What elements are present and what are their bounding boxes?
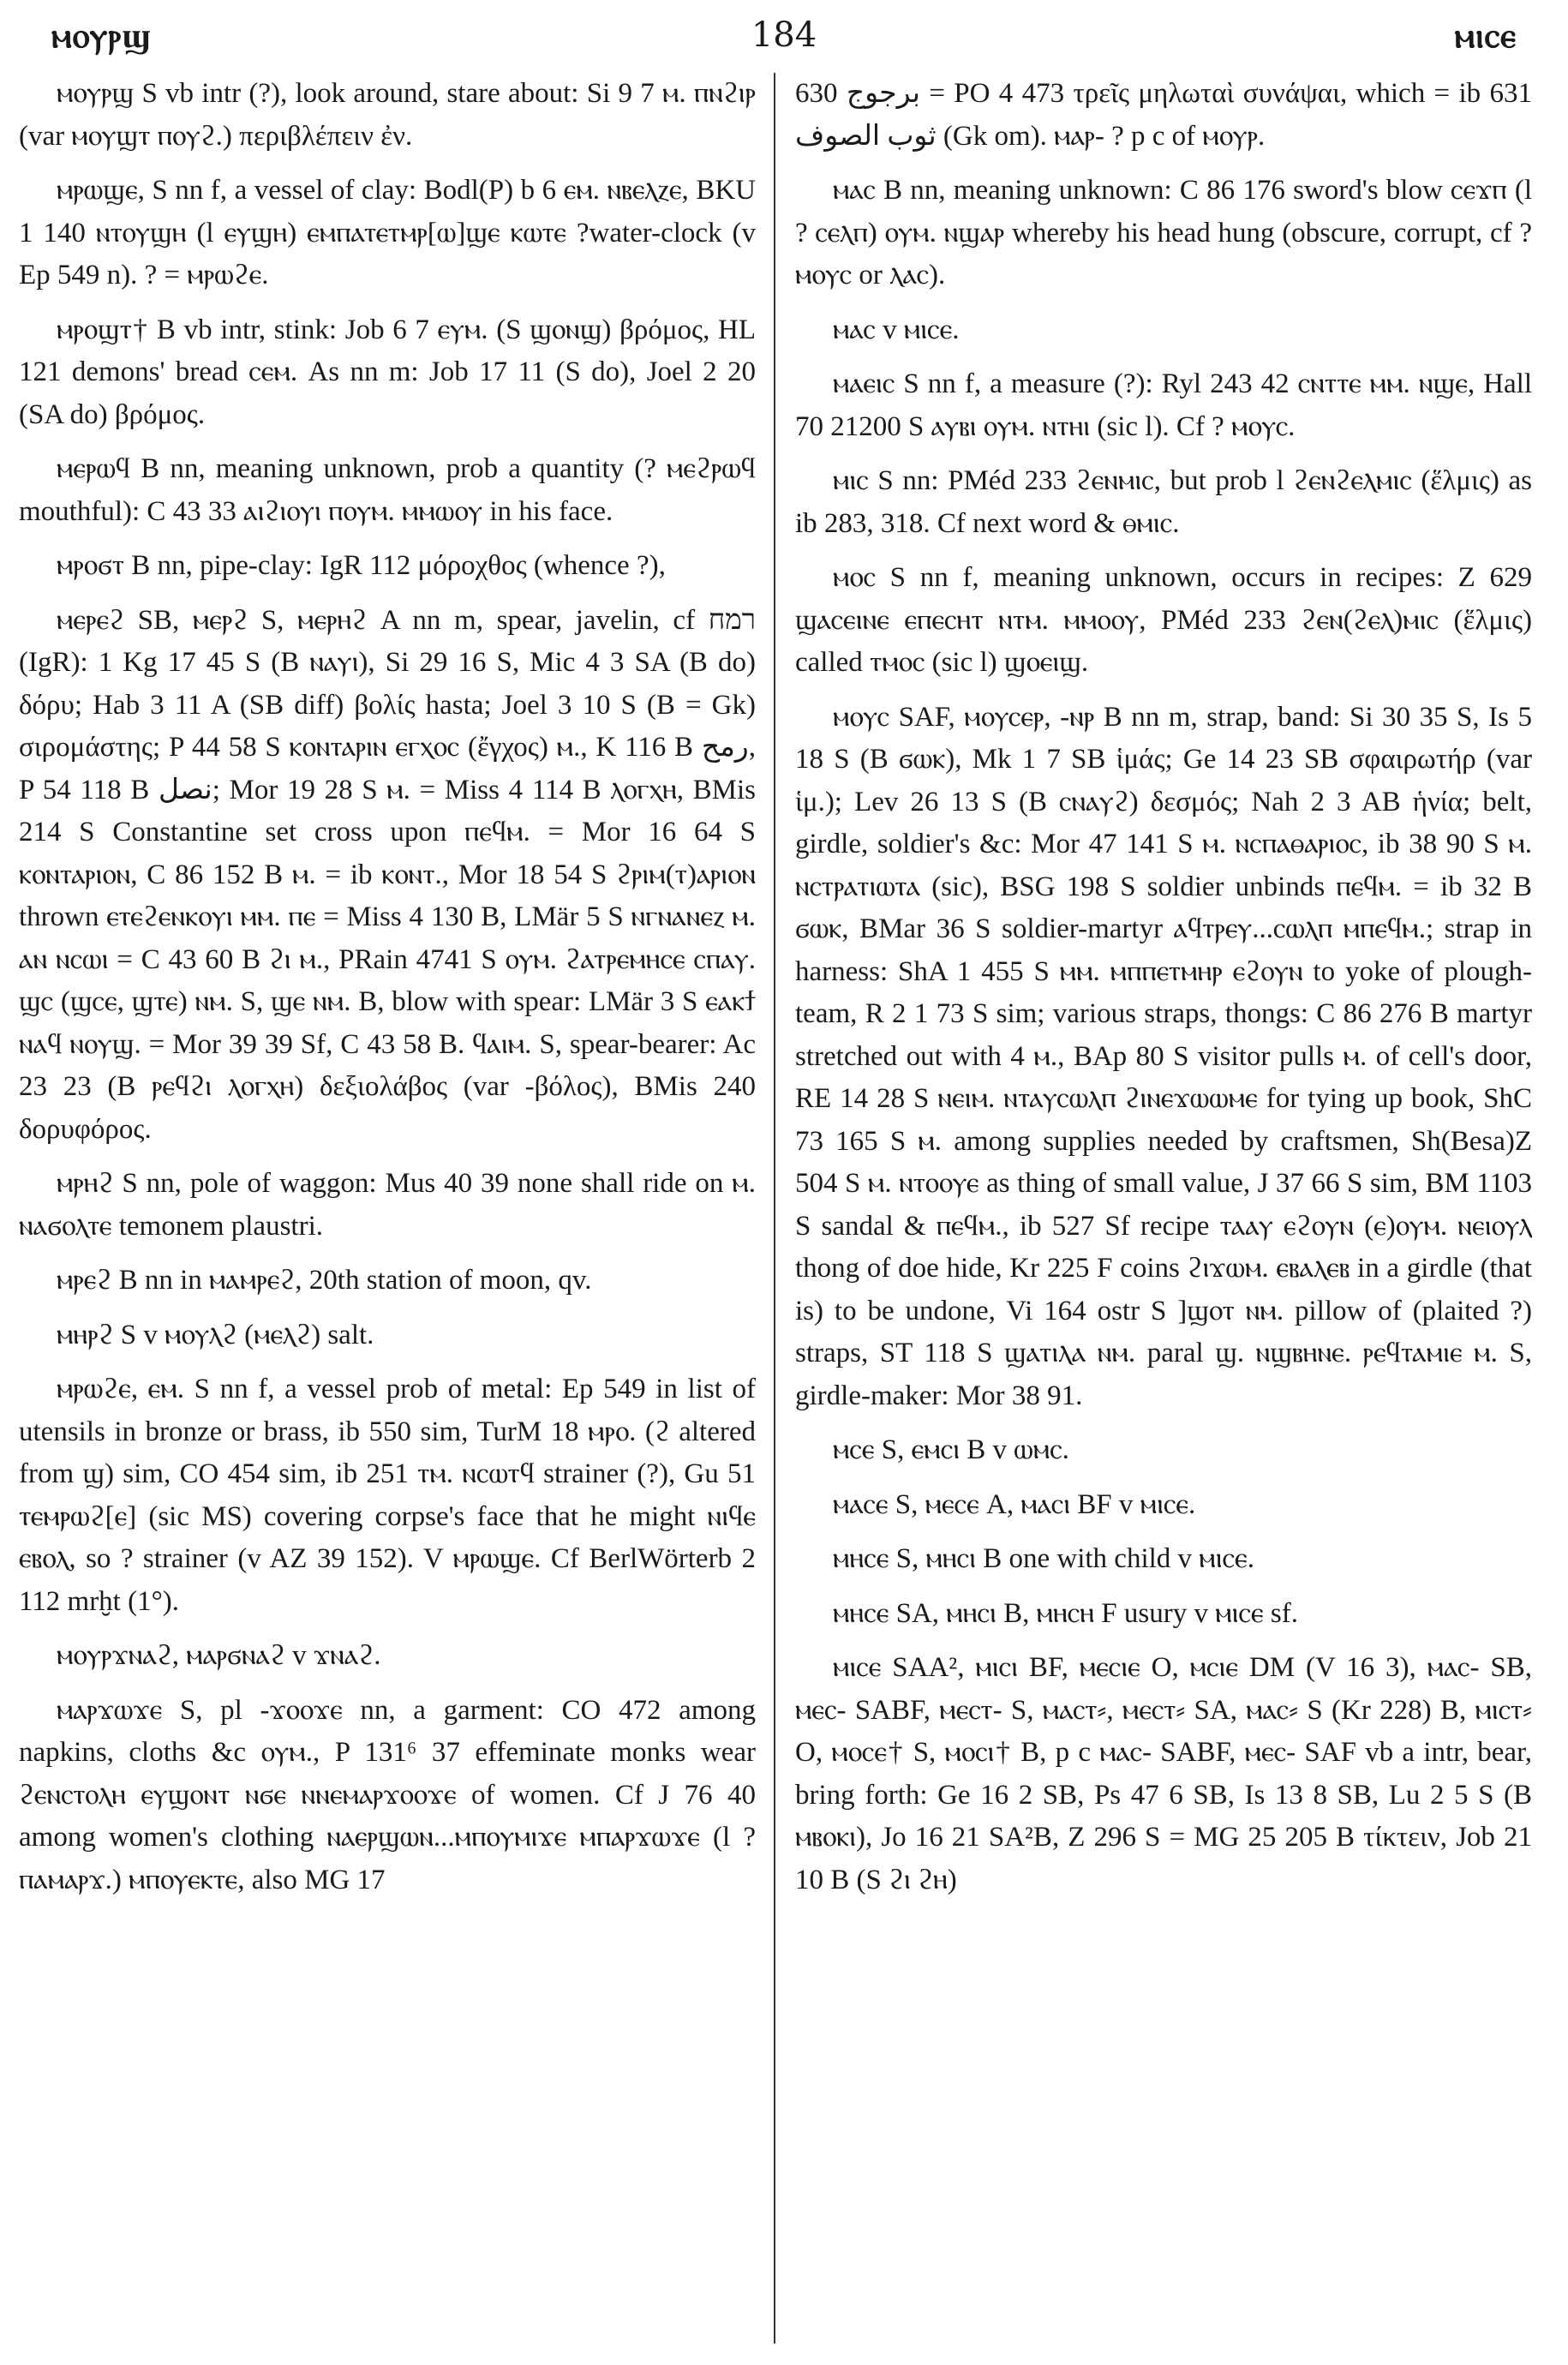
dictionary-entry: ⲙⲣⲟϭⲧ B nn, pipe-clay: IgR 112 μόροχθος (whence ?), <box>57 550 666 581</box>
dictionary-entry: ⲙⲣⲟϣⲧ† B vb intr, stink: Job 6 7 ⲉⲩⲙ. (S ϣⲟⲛϣ) βρόμος, HL 121 demons' bread ⲥⲉⲙ. As nn m: Job 17 11 (S do), Joel 2 20 (SA do) βρόμος. <box>19 314 756 430</box>
dictionary-entry: ⲙⲓⲥ S nn: PMéd 233 ϩⲉⲛⲙⲓⲥ, but prob l ϩⲉⲛϩⲉⲗⲙⲓⲥ (ἕλμις) as ib 283, 318. Cf next word & ⲑⲙⲓⲥ. <box>795 465 1532 539</box>
dictionary-entry: 630 برجوج = PO 4 473 τρεῖς μηλωταὶ συνάψαι, which = ib 631 ثوب الصوف (Gk om). ⲙⲁⲣ- ? p c of ⲙⲟⲩⲣ. <box>795 78 1532 152</box>
dictionary-entry: ⲙⲣⲱϩⲉ, ⲉⲙ. S nn f, a vessel prob of metal: Ep 549 in list of utensils in bronze or brass, ib 550 sim, TurM 18 ⲙⲣⲟ. (ϩ altered from ϣ) sim, CO 454 sim, ib 251 ⲧⲙ. ⲛⲥⲱⲧϥ strainer (?), Gu 51 ⲧⲉⲙⲣⲱϩ[ⲉ] (sic MS) covering corpse's face that he might ⲛⲓϥⲉ ⲉⲃⲟⲗ, so ? strainer (v AZ 39 152). V ⲙⲣⲱϣⲉ. Cf BerlWörterb 2 112 mrḫt (1°). <box>19 1374 756 1617</box>
dictionary-entry: ⲙⲁⲣϫⲱϫⲉ S, pl -ϫⲟⲟϫⲉ nn, a garment: CO 472 among napkins, cloths &c ⲟⲩⲙ., P 131⁶ 37 effeminate monks wear ϩⲉⲛⲥⲧⲟⲗⲏ ⲉⲩϣⲟⲛⲧ ⲛϭⲉ ⲛⲛⲉⲙⲁⲣϫⲟⲟϫⲉ of women. Cf J 76 40 among women's clothing ⲛⲁⲉⲣϣⲱⲛ...ⲙⲡⲟⲩⲙⲓϫⲉ ⲙⲡⲁⲣϫⲱϫⲉ (l ? ⲡⲁⲙⲁⲣϫ.) ⲙⲡⲟⲩⲉⲕⲧⲉ, also MG 17 <box>19 1694 756 1895</box>
dictionary-entry: ⲙⲏⲥⲉ SA, ⲙⲏⲥⲓ B, ⲙⲏⲥⲏ F usury v ⲙⲓⲥⲉ sf. <box>833 1597 1298 1629</box>
dictionary-entry: ⲙⲟⲩⲣϣ S vb intr (?), look around, stare about: Si 9 7 ⲙ. ⲡⲛϩⲓⲣ (var ⲙⲟⲩϣⲧ ⲡⲟⲩϩ.) περιβλέπειν ἐν. <box>19 78 756 152</box>
dictionary-entry: ⲙⲟⲩⲣϫⲛⲁϩ, ⲙⲁⲣϭⲛⲁϩ v ϫⲛⲁϩ. <box>57 1640 381 1671</box>
running-head-left: ⲙⲟⲩⲣϣ <box>51 15 152 56</box>
dictionary-entry: ⲙⲟⲥ S nn f, meaning unknown, occurs in recipes: Z 629 ϣⲁⲥⲉⲓⲛⲉ ⲉⲡⲉⲥⲏⲧ ⲛⲧⲙ. ⲙⲙⲟⲟⲩ, PMéd 233 ϩⲉⲛ(ϩⲉⲗ)ⲙⲓⲥ (ἕλμις) called ⲧⲙⲟⲥ (sic l) ϣⲟⲉⲓϣ. <box>795 562 1532 678</box>
dictionary-entry: ⲙⲥⲉ S, ⲉⲙⲥⲓ B v ⲱⲙⲥ. <box>833 1434 1069 1465</box>
dictionary-entry: ⲙⲏⲣϩ S v ⲙⲟⲩⲗϩ (ⲙⲉⲗϩ) salt. <box>57 1319 374 1350</box>
dictionary-entry: ⲙⲣⲉϩ B nn in ⲙⲁⲙⲣⲉϩ, 20th station of moon, qv. <box>57 1265 592 1296</box>
running-head-right: ⲙⲓⲥⲉ <box>1454 15 1517 56</box>
dictionary-entry: ⲙⲏⲥⲉ S, ⲙⲏⲥⲓ B one with child v ⲙⲓⲥⲉ. <box>833 1543 1254 1574</box>
dictionary-entry: ⲙⲉⲣⲱϥ B nn, meaning unknown, prob a quantity (? ⲙⲉϩⲣⲱϥ mouthful): C 43 33 ⲁⲓϩⲓⲟⲩⲓ ⲡⲟⲩⲙ. ⲙⲙⲱⲟⲩ in his face. <box>19 453 756 527</box>
left-column <box>19 73 756 2344</box>
dictionary-entry: ⲙⲁⲉⲓⲥ S nn f, a measure (?): Ryl 243 42 ⲥⲛⲧⲧⲉ ⲙⲙ. ⲛϣⲉ, Hall 70 21200 S ⲁⲩⲃⲓ ⲟⲩⲙ. ⲛⲧⲏⲓ (sic l). Cf ? ⲙⲟⲩⲥ. <box>795 368 1532 442</box>
dictionary-entry: ⲙⲁⲥ B nn, meaning unknown: C 86 176 sword's blow ⲥⲉϫⲡ (l ? ⲥⲉⲗⲡ) ⲟⲩⲙ. ⲛϣⲁⲣ whereby his head hung (obscure, corrupt, cf ? ⲙⲟⲩⲥ or ⲗⲁⲥ). <box>795 175 1532 290</box>
right-column <box>795 73 1532 2344</box>
dictionary-entry: ⲙⲉⲣⲉϩ SB, ⲙⲉⲣϩ S, ⲙⲉⲣⲏϩ A nn m, spear, javelin, cf רמח (IgR): 1 Kg 17 45 S (B ⲛⲁⲩⲓ), Si 29 16 S, Mic 4 3 SA (B do) δόρυ; Hab 3 11 A (SB diff) βολίς hasta; Joel 3 10 S (B = Gk) σιρομάστης; P 44 58 S ⲕⲟⲛⲧⲁⲣⲓⲛ ⲉⲅⲭⲟⲥ (ἔγχος) ⲙ., K 116 B رمح, P 54 118 B نصل; Mor 19 28 S ⲙ. = Miss 4 114 B ⲗⲟⲅⲭⲏ, BMis 214 S Constantine set cross upon ⲡⲉϥⲙ. = Mor 16 64 S ⲕⲟⲛⲧⲁⲣⲓⲟⲛ, C 86 152 B ⲙ. = ib ⲕⲟⲛⲧ., Mor 18 54 S ϩⲣⲓⲙ(ⲧ)ⲁⲣⲓⲟⲛ thrown ⲉⲧⲉϩⲉⲛⲕⲟⲩⲓ ⲙⲙ. ⲡⲉ = Miss 4 130 B, LMär 5 S ⲛⲅⲛⲁⲛⲉⲍ ⲙ. ⲁⲛ ⲛⲥⲱⲓ = C 43 60 B ϩⲓ ⲙ., PRain 4741 S ⲟⲩⲙ. ϩⲁⲧⲣⲉⲙⲏⲥⲉ ⲥⲡⲁⲩ. ϣⲥ (ϣⲥⲉ, ϣⲧⲉ) ⲛⲙ. S, ϣⲉ ⲛⲙ. B, blow with spear: LMär 3 S ⲉⲁⲕϯ ⲛⲁϥ ⲛⲟⲩϣ. = Mor 39 39 Sf, C 43 58 B. ϥⲁⲓⲙ. S, spear-bearer: Ac 23 23 (B ⲣⲉϥϩⲓ ⲗⲟⲅⲭⲏ) δεξιολάβος (var -βόλος), BMis 240 δορυφόρος. <box>19 604 756 1145</box>
dictionary-entry: ⲙⲁⲥ v ⲙⲓⲥⲉ. <box>833 314 960 345</box>
dictionary-entry: ⲙⲓⲥⲉ SAA², ⲙⲓⲥⲓ BF, ⲙⲉⲥⲓⲉ O, ⲙⲥⲓⲉ DM (V 16 3), ⲙⲁⲥ- SB, ⲙⲉⲥ- SABF, ⲙⲉⲥⲧ- S, ⲙⲁⲥⲧ⸗, ⲙⲉⲥⲧ⸗ SA, ⲙⲁⲥ⸗ S (Kr 228) B, ⲙⲓⲥⲧ⸗ O, ⲙⲟⲥⲉ† S, ⲙⲟⲥⲓ† B, p c ⲙⲁⲥ- SABF, ⲙⲉⲥ- SAF vb a intr, bear, bring forth: Ge 16 2 SB, Ps 47 6 SB, Is 13 8 SB, Lu 2 5 S (B ⲙⲃⲟⲕⲓ), Jo 16 21 SA²B, Z 296 S = MG 25 205 B τίκτειν, Job 21 10 B (S ϩⲓ ϩⲏ) <box>795 1652 1532 1895</box>
dictionary-entry: ⲙⲣⲏϩ S nn, pole of waggon: Mus 40 39 none shall ride on ⲙ. ⲛⲁϭⲟⲗⲧⲉ temonem plaustri. <box>19 1168 756 1242</box>
dictionary-entry: ⲙⲣⲱϣⲉ, S nn f, a vessel of clay: Bodl(P) b 6 ⲉⲙ. ⲛⲃⲉⲗⲍⲉ, BKU 1 140 ⲛⲧⲟⲩϣⲏ (l ⲉⲩϣⲏ) ⲉⲙⲡⲁⲧⲉⲧⲙⲣ[ⲱ]ϣⲉ ⲕⲱⲧⲉ ?water-clock (v Ep 549 n). ? = ⲙⲣⲱϩⲉ. <box>19 175 756 290</box>
dictionary-entry: ⲙⲁⲥⲉ S, ⲙⲉⲥⲉ A, ⲙⲁⲥⲓ BF v ⲙⲓⲥⲉ. <box>833 1488 1196 1520</box>
page-number: 184 <box>751 15 817 55</box>
dictionary-entry: ⲙⲟⲩⲥ SAF, ⲙⲟⲩⲥⲉⲣ, -ⲛⲣ B nn m, strap, band: Si 30 35 S, Is 5 18 S (B ϭⲱⲕ), Mk 1 7 SB ἱμάς; Ge 14 23 SB σφαιρωτήρ (var ἱμ.); Lev 26 13 S (B ⲥⲛⲁⲩϩ) δεσμός; Nah 2 3 AB ἡνία; belt, girdle, soldier's &c: Mor 47 141 S ⲙ. ⲛⲥⲡⲁⲑⲁⲣⲓⲟⲥ, ib 38 90 S ⲙ. ⲛⲥⲧⲣⲁⲧⲓⲱⲧⲁ (sic), BSG 198 S soldier unbinds ⲡⲉϥⲙ. = ib 32 B ϭⲱⲕ, BMar 36 S soldier-martyr ⲁϥⲧⲣⲉⲩ...ⲥⲱⲗⲡ ⲙⲡⲉϥⲙ.; strap in harness: ShA 1 455 S ⲙⲙ. ⲙⲡⲡⲉⲧⲙⲏⲣ ⲉϩⲟⲩⲛ to yoke of plough-team, R 2 1 73 S sim; various straps, thongs: C 86 276 B martyr stretched out with 4 ⲙ., BAp 80 S visitor pulls ⲙ. of cell's door, RE 14 28 S ⲛⲉⲓⲙ. ⲛⲧⲁⲩⲥⲱⲗⲡ ϩⲓⲛⲉϫⲱⲱⲙⲉ for tying up book, ShC 73 165 S ⲙ. among supplies needed by craftsmen, Sh(Besa)Z 504 S ⲙ. ⲛⲧⲟⲟⲩⲉ as thing of small value, J 37 66 S sim, BM 1103 S sandal & ⲡⲉϥⲙ., ib 527 Sf recipe ⲧⲁⲁⲩ ⲉϩⲟⲩⲛ (ⲉ)ⲟⲩⲙ. ⲛⲉⲓⲟⲩⲗ thong of doe hide, Kr 225 F coins ϩⲓϫⲱⲙ. ⲉⲃⲁⲗⲉⲃ in a girdle (that is) to be undone, Vi 164 ostr S ]ϣⲟⲧ ⲛⲙ. pillow of (plaited ?) straps, ST 118 S ϣⲁⲧⲓⲗⲁ ⲛⲙ. paral ϣ. ⲛϣⲃⲏⲛⲉ. ⲣⲉϥⲧⲁⲙⲓⲉ ⲙ. S, girdle-maker: Mor 38 91. <box>795 701 1532 1411</box>
column-divider <box>774 73 775 2344</box>
